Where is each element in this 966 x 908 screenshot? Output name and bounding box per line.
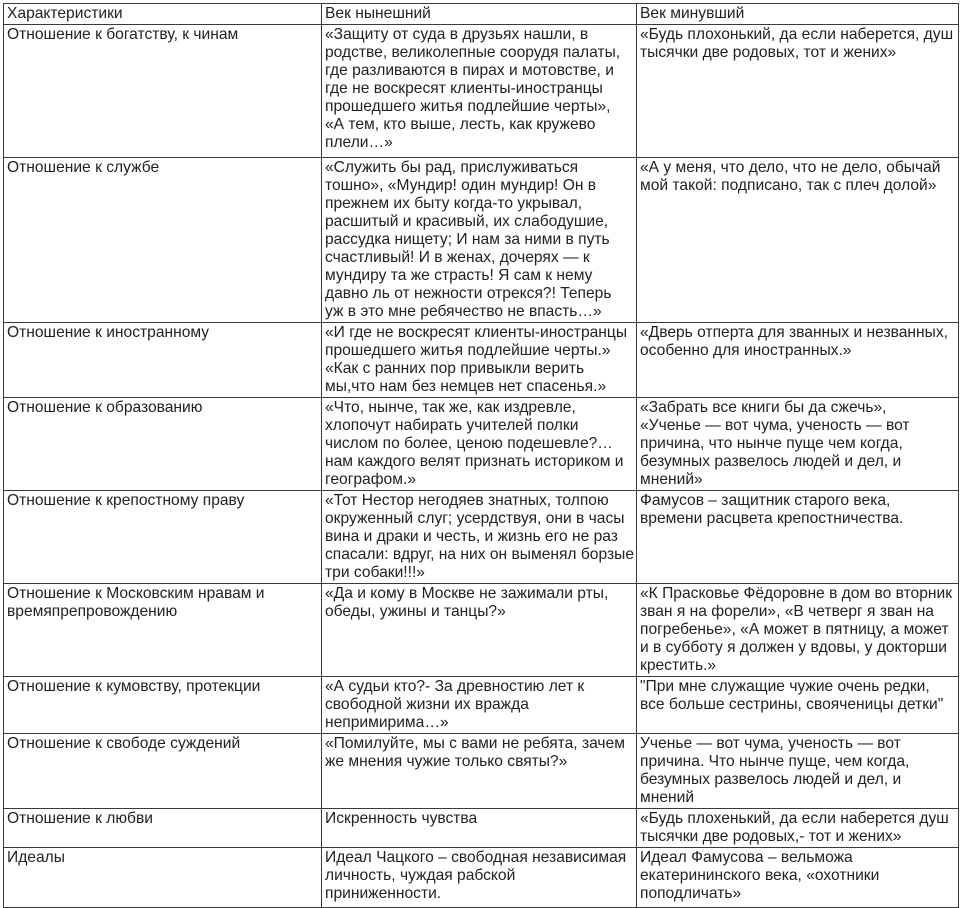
- table-row: [4, 584, 959, 677]
- table-row: [4, 848, 959, 908]
- present-quote-cell: Искренность чувства: [322, 809, 637, 848]
- header-characteristics: Характеристики: [4, 4, 322, 25]
- table-row: [4, 491, 959, 584]
- past-quote-cell: Идеал Фамусова – вельможа екатерининского века, «охотники поподличать»: [637, 848, 959, 908]
- header-row: [4, 4, 959, 25]
- present-quote-cell: Идеал Чацкого – свободная независимая личность, чуждая рабской приниженности.: [322, 848, 637, 908]
- table-row: [4, 734, 959, 809]
- comparison-table: [3, 3, 959, 908]
- past-quote-cell: «Дверь отперта для званных и незванных, особенно для иностранных.»: [637, 323, 959, 398]
- table-row: [4, 809, 959, 848]
- table-row: [4, 323, 959, 398]
- header-present-age: Век нынешний: [322, 4, 637, 25]
- present-quote-cell: «Защиту от суда в друзьях нашли, в родстве, великолепные соорудя палаты, где разливаются в пирах и мотовстве, и где не воскресят клиенты-иностранцы прошедшего житья подлейшие черты», «А тем, кто выше, лесть, как кружево плели…»: [322, 25, 637, 158]
- topic-cell: Отношение к кумовству, протекции: [4, 677, 322, 734]
- header-past-age: Век минувший: [637, 4, 959, 25]
- topic-cell: Отношение к службе: [4, 158, 322, 323]
- past-quote-cell: «К Прасковье Фёдоровне в дом во вторник зван я на форели», «В четверг я зван на погребенье», «А может в пятницу, а может и в субботу я должен у вдовы, у докторши крестить.»: [637, 584, 959, 677]
- present-quote-cell: «Служить бы рад, прислуживаться тошно», «Мундир! один мундир! Он в прежнем их быту когда-то укрывал, расшитый и красивый, их слабодушие, рассудка нищету; И нам за ними в путь счастливый! И в женах, дочерях — к мундиру та же страсть! Я сам к нему давно ль от нежности отрекся?! Теперь уж в это мне ребячество не впасть…»: [322, 158, 637, 323]
- present-quote-cell: «Да и кому в Москве не зажимали рты, обеды, ужины и танцы?»: [322, 584, 637, 677]
- table-row: [4, 677, 959, 734]
- present-quote-cell: «А судьи кто?- За древностию лет к свободной жизни их вражда непримирима…»: [322, 677, 637, 734]
- past-quote-cell: «Будь плохонький, да если наберется, душ тысячки две родовых, тот и жених»: [637, 25, 959, 158]
- past-quote-cell: Ученье — вот чума, ученость — вот причина. Что нынче пуще, чем когда, безумных развелось людей и дел, и мнений: [637, 734, 959, 809]
- present-quote-cell: «Тот Нестор негодяев знатных, толпою окруженный слуг; усердствуя, они в часы вина и драки и честь, и жизнь его не раз спасали: вдруг, на них он выменял борзые три собаки!!!»: [322, 491, 637, 584]
- table-row: [4, 25, 959, 158]
- table-row: [4, 398, 959, 491]
- past-quote-cell: «А у меня, что дело, что не дело, обычай мой такой: подписано, так с плеч долой»: [637, 158, 959, 323]
- topic-cell: Отношение к иностранному: [4, 323, 322, 398]
- present-quote-cell: «Что, нынче, так же, как издревле, хлопочут набирать учителей полки числом по более, ценою подешевле?… нам каждого велят признать историком и географом.»: [322, 398, 637, 491]
- topic-cell: Идеалы: [4, 848, 322, 908]
- present-quote-cell: «Помилуйте, мы с вами не ребята, зачем же мнения чужие только святы?»: [322, 734, 637, 809]
- past-quote-cell: Фамусов – защитник старого века, времени расцвета крепостничества.: [637, 491, 959, 584]
- topic-cell: Отношение к крепостному праву: [4, 491, 322, 584]
- topic-cell: Отношение к любви: [4, 809, 322, 848]
- past-quote-cell: "При мне служащие чужие очень редки, все больше сестрины, свояченицы детки": [637, 677, 959, 734]
- topic-cell: Отношение к образованию: [4, 398, 322, 491]
- past-quote-cell: «Забрать все книги бы да сжечь», «Ученье — вот чума, ученость — вот причина, что нынче пуще чем когда, безумных развелось людей и дел, и мнений»: [637, 398, 959, 491]
- present-quote-cell: «И где не воскресят клиенты-иностранцы прошедшего житья подлейшие черты.» «Как с ранних пор привыкли верить мы,что нам без немцев нет спасенья.»: [322, 323, 637, 398]
- topic-cell: Отношение к свободе суждений: [4, 734, 322, 809]
- table-row: [4, 158, 959, 323]
- past-quote-cell: «Будь плохенький, да если наберется душ тысячки две родовых,- тот и жених»: [637, 809, 959, 848]
- topic-cell: Отношение к богатству, к чинам: [4, 25, 322, 158]
- topic-cell: Отношение к Московским нравам и времяпрепровождению: [4, 584, 322, 677]
